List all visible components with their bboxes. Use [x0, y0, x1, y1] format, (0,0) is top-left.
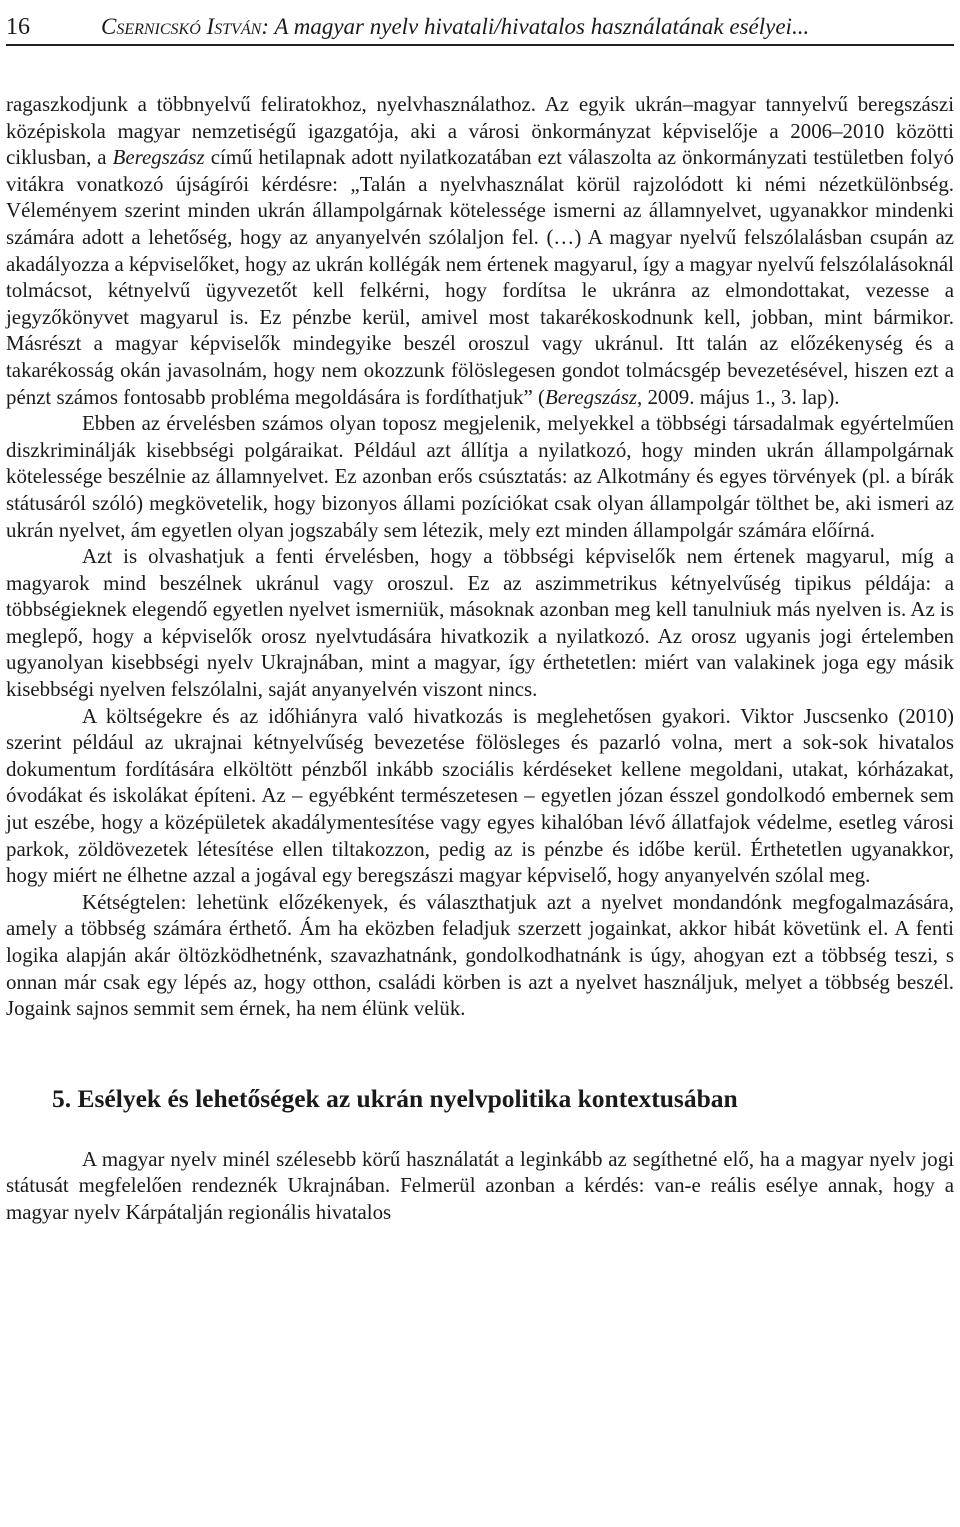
paragraph-text: című hetilapnak adott nyilatkozatában ezt válaszolta az önkormányzati testületben folyó vitákra vonatkozó újságírói kérdésre: „Talán a nyelvhasználat körül rajzolódott ki némi nézetkülönbség. Véleményem szerint minden ukrán állampolgárnak kötelessége ismerni az államnyelvet, ugyanakkor mindenki számára adott a lehetőség, hogy az anyanyelvén szólaljon fel. (…) A magyar nyelvű felszólalásban csupán az akadályozza a képviselőket, hogy az ukrán kollégák nem értenek magyarul, így a magyar nyelvű felszólalásoknál tolmácsot, kétnyelvű ügyvezetőt kell felkérni, hogy fordítsa le ukránra az elmondottakat, vezesse a jegyzőkönyvet magyarul is. Ez pénzbe kerül, amivel most takarékoskodnunk kell, jobban, mint bármikor. Másrészt a magyar képviselők mindegyike beszél oroszul vagy ukránul. Itt talán az előzékenység és a takarékosság okán javasolnám, hogy nem okozzunk fölöslegesen gondot tolmácsgép bevezetésével, hiszen ezt a pénzt számos fontosabb probléma megoldására is fordíthatjuk” ( [6, 145, 954, 409]
italic-text: Beregszász [112, 145, 205, 170]
paragraph-p5 [6, 889, 954, 1022]
paragraph-text: A költségekre és az időhiányra való hivatkozás is meglehetősen gyakori. Viktor Juscsenko (2010) szerint például az ukrajnai kétnyelvűség bevezetése fölösleges és pazarló volna, mert a sok-sok hivatalos dokumentum fordítására elköltött pénzből inkább szociális kérdéseket kellene megoldani, utakat, kórházakat, óvodákat és iskolákat építeni. Az – egyébként természetesen – egyetlen józan ésszel gondolkodó embernek sem jut eszébe, hogy a középületek akadálymentesítése vagy egyes kihalóban lévő állatfajok védelme, esetleg városi parkok, zöldövezetek létesítése ellen tiltakozzon, pedig az is pénzbe és időbe kerül. Érthetetlen ugyanakkor, hogy miért ne élhetne azzal a jogával egy beregszászi magyar képviselő, hogy anyanyelvén szólal meg. [6, 703, 954, 888]
italic-text: Beregszász [544, 384, 638, 409]
paragraph-text: Kétségtelen: lehetünk előzékenyek, és választhatjuk azt a nyelvet mondandónk megfogalmazására, amely a többség számára érthető. Ám ha eközben feladjuk szerzett jogainkat, akkor hibát követünk el. A fenti logika alapján akár öltözködhetnénk, szavazhatnánk, gondolkodhatnánk is úgy, ahogyan ezt a többség teszi, s onnan már csak egy lépés az, hogy otthon, családi körben is azt a nyelvet használjuk, melyet a többség beszél. Jogaink sajnos semmit sem érnek, ha nem élünk velük. [6, 889, 954, 1021]
section-paragraph: A magyar nyelv minél szélesebb körű használatát a leginkább az segíthetné elő, ha a magyar nyelv jogi státusát megfelelően rendeznék Ukrajnában. Felmerül azonban a kérdés: van-e reális esélye annak, hogy a magyar nyelv Kárpátalján regionális hivatalos [6, 1146, 954, 1224]
paragraph-p1 [6, 91, 954, 410]
running-head [101, 14, 809, 40]
page-number: 16 [6, 14, 30, 40]
running-head-author: Csernicskó István: [101, 14, 269, 39]
paragraph-p3 [6, 543, 954, 703]
paragraph-p4 [6, 703, 954, 889]
paragraph-text: Ebben az érvelésben számos olyan toposz megjelenik, melyekkel a többségi társadalmak egyértelműen diszkriminálják kisebbségi polgáraikat. Például azt állítja a nyilatkozó, hogy minden ukrán állampolgárnak kötelessége beszélnie az államnyelvet. Ez azonban erős csúsztatás: az Alkotmány és egyes törvények (pl. a bírák státusáról szóló) megkövetelik, hogy bizonyos állami pozíciókat csak olyan állampolgár tölthet be, aki ismeri az ukrán nyelvet, ám egyetlen olyan jogszabály sem létezik, mely ezt minden állampolgár számára előírná. [6, 411, 954, 542]
running-header [6, 0, 954, 46]
paragraph-text: ragaszkodjunk a többnyelvű feliratokhoz, nyelvhasználathoz. Az egyik ukrán–magyar tannyelvű beregszászi középiskola magyar nemzetiségű igazgatója, aki a városi önkormányzat képviselője a 2006–2010 közötti ciklusban, a [6, 92, 954, 170]
paragraph-text: Azt is olvashatjuk a fenti érvelésben, hogy a többségi képviselők nem értenek magyarul, míg a magyarok mind beszélnek ukránul vagy oroszul. Ez az aszimmetrikus kétnyelvűség tipikus példája: a többségieknek elegendő egyetlen nyelvet ismerniük, másoknak azonban meg kell tanulniuk más nyelven is. Az is meglepő, hogy a képviselők orosz nyelvtudására hivatkozik a nyilatkozó. Az orosz ugyanis jogi értelemben ugyanolyan kisebbségi nyelv Ukrajnában, mint a magyar, így érthetetlen: miért van valakinek joga egy másik kisebbségi nyelven felszólalni, saját anyanyelvén viszont nincs. [6, 544, 954, 702]
running-head-title: A magyar nyelv hivatali/hivatalos használatának esélyei... [274, 14, 810, 39]
paragraph-p2 [6, 410, 954, 543]
body-text [6, 91, 954, 1022]
document-page [6, 0, 954, 1226]
paragraph-text: , 2009. május 1., 3. lap). [637, 384, 840, 409]
section-heading: 5. Esélyek és lehetőségek az ukrán nyelvpolitika kontextusában [52, 1083, 738, 1113]
section-text [6, 1146, 954, 1226]
